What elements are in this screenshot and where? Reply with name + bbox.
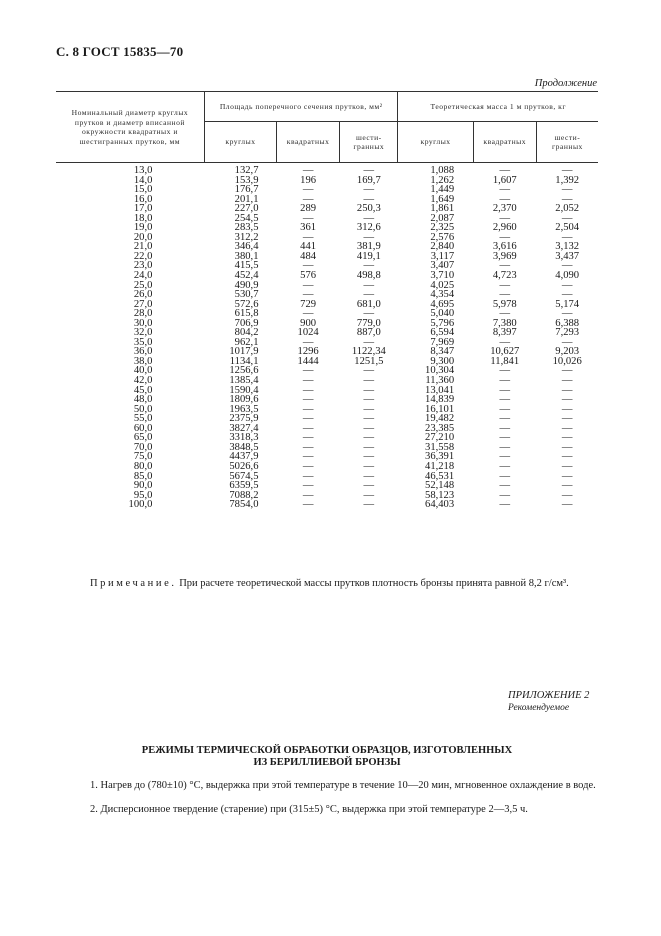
table-row — [56, 163, 598, 176]
header-area-square: квадратных — [277, 122, 340, 163]
cell-area-square: 196 — [300, 174, 317, 186]
cell-area-round: 1385,4 — [229, 375, 259, 387]
cell-area-square: — — [302, 422, 314, 434]
paragraph-2: 2. Дисперсионное твердение (старение) при (315±5) °С, выдержка при этой температуре 2—3,5 ч. — [90, 804, 528, 815]
cell-area-square: — — [302, 460, 314, 472]
cell-area-round: 346,4 — [234, 241, 259, 253]
cell-mass-hex: — — [561, 489, 573, 501]
cell-diameter: 20,0 — [133, 231, 153, 243]
cell-mass-round: 6,594 — [430, 327, 455, 339]
cell-diameter: 35,0 — [133, 336, 153, 348]
cell-diameter: 28,0 — [133, 308, 153, 320]
cell-area-round: 490,9 — [234, 279, 259, 291]
cell-area-round: 804,2 — [234, 327, 259, 339]
cell-area-square: — — [302, 441, 314, 453]
cell-area-round: 3848,5 — [229, 441, 259, 453]
cell-area-hex: — — [363, 212, 375, 224]
cell-mass-hex: 2,504 — [555, 222, 580, 234]
cell-mass-square: 3,616 — [492, 241, 517, 253]
cell-diameter: 22,0 — [133, 250, 153, 262]
cell-area-round: 1017,9 — [229, 346, 259, 358]
cell-mass-hex: 3,437 — [555, 250, 580, 262]
cell-area-hex: — — [363, 336, 375, 348]
cell-diameter: 16,0 — [133, 193, 153, 205]
cell-area-round: 615,8 — [234, 308, 259, 320]
cell-mass-hex: — — [561, 384, 573, 396]
cell-mass-round: 1,861 — [430, 203, 455, 215]
cell-mass-square: — — [499, 212, 511, 224]
cell-mass-square: — — [499, 489, 511, 501]
cell-area-square: — — [302, 212, 314, 224]
cell-mass-round: 3,117 — [430, 250, 455, 262]
header-mass-round: круглых — [398, 122, 473, 163]
cell-mass-round: 2,576 — [430, 231, 455, 243]
cell-area-hex: 887,0 — [356, 327, 381, 339]
cell-mass-hex: — — [561, 460, 573, 472]
cell-area-round: 530,7 — [234, 289, 259, 301]
cell-area-square: 441 — [300, 241, 317, 253]
cell-area-hex: — — [363, 441, 375, 453]
cell-area-square: — — [302, 231, 314, 243]
cell-area-hex: — — [363, 422, 375, 434]
cell-mass-hex: — — [561, 212, 573, 224]
section-title-line-1: РЕЖИМЫ ТЕРМИЧЕСКОЙ ОБРАБОТКИ ОБРАЗЦОВ, ИЗГОТОВЛЕННЫХ — [141, 745, 513, 756]
header-area-group: Площадь поперечного сечения прутков, мм² — [204, 92, 398, 122]
cell-area-hex: — — [363, 260, 375, 272]
cell-area-hex: 1122,34 — [351, 346, 386, 358]
cell-mass-round: 1,088 — [430, 165, 455, 176]
cell-area-round: 227,0 — [234, 203, 259, 215]
cell-area-hex: — — [363, 193, 375, 205]
cell-mass-hex: — — [561, 308, 573, 320]
cell-area-hex: — — [363, 451, 375, 463]
cell-mass-hex: — — [561, 336, 573, 348]
table-note — [90, 578, 569, 589]
cell-mass-hex: — — [561, 470, 573, 482]
cell-diameter: 42,0 — [133, 375, 153, 387]
cell-mass-hex: — — [561, 451, 573, 463]
cell-area-round: 5674,5 — [229, 470, 259, 482]
cell-area-square: — — [302, 451, 314, 463]
cell-mass-hex: — — [561, 480, 573, 492]
cell-mass-hex: — — [561, 403, 573, 415]
cell-area-round: 452,4 — [234, 270, 259, 282]
cell-area-round: 5026,6 — [229, 460, 259, 472]
cell-diameter: 14,0 — [133, 174, 153, 186]
cell-mass-square: — — [499, 193, 511, 205]
cell-diameter: 48,0 — [133, 394, 153, 406]
cell-diameter: 18,0 — [133, 212, 153, 224]
cell-mass-square: — — [499, 289, 511, 301]
appendix-subtitle: Рекомендуемое — [508, 703, 570, 713]
cell-mass-square: 3,969 — [492, 250, 517, 262]
cell-mass-round: 3,407 — [430, 260, 455, 272]
cell-area-round: 3318,3 — [229, 432, 259, 444]
cell-mass-round: 5,040 — [430, 308, 455, 320]
cell-area-hex: — — [363, 279, 375, 291]
cell-mass-round: 8,347 — [430, 346, 455, 358]
cell-mass-round: 58,123 — [425, 489, 455, 501]
cell-area-round: 7088,2 — [229, 489, 259, 501]
cell-mass-square: — — [499, 375, 511, 387]
cell-diameter: 17,0 — [133, 203, 153, 215]
cell-mass-hex: — — [561, 260, 573, 272]
cell-mass-round: 27,210 — [425, 432, 455, 444]
header-diameter: Номинальный диаметр круглых прутков и диаметр вписанной окружности квадратных и шестигранных прутков, мм — [56, 92, 204, 163]
cell-diameter: 85,0 — [133, 470, 153, 482]
cell-area-hex: 419,1 — [356, 250, 381, 262]
cell-mass-square: 2,960 — [492, 222, 517, 234]
cell-area-square: 484 — [300, 250, 317, 262]
cell-mass-square: — — [499, 308, 511, 320]
cell-mass-square: 2,370 — [492, 203, 517, 215]
cell-mass-hex: 1,392 — [555, 174, 580, 186]
cell-mass-hex: — — [561, 184, 573, 196]
cell-area-square: 1444 — [297, 355, 319, 367]
cell-area-square: — — [302, 375, 314, 387]
appendix-title: ПРИЛОЖЕНИЕ 2 — [508, 690, 590, 701]
cell-mass-round: 4,025 — [430, 279, 455, 291]
cell-diameter: 15,0 — [133, 184, 153, 196]
cell-area-square: — — [302, 365, 314, 377]
cell-mass-hex: — — [561, 422, 573, 434]
cell-area-round: 2375,9 — [229, 413, 259, 425]
cell-area-hex: 779,0 — [356, 317, 381, 329]
cell-area-hex: — — [363, 165, 375, 176]
cell-mass-hex: 10,026 — [552, 355, 582, 367]
cell-mass-square: — — [499, 451, 511, 463]
cell-area-hex: — — [363, 413, 375, 425]
cell-mass-square: — — [499, 413, 511, 425]
page-header: С. 8 ГОСТ 15835—70 — [56, 44, 184, 59]
cell-diameter: 65,0 — [133, 432, 153, 444]
cell-area-hex: — — [363, 432, 375, 444]
cell-area-hex: — — [363, 375, 375, 387]
cell-area-square: 289 — [300, 203, 317, 215]
cell-mass-round: 52,148 — [425, 480, 455, 492]
cell-area-hex: — — [363, 308, 375, 320]
cell-area-round: 153,9 — [234, 174, 259, 186]
cell-area-round: 415,5 — [234, 260, 259, 272]
cell-area-square: 576 — [300, 270, 317, 282]
cell-mass-round: 1,262 — [430, 174, 455, 186]
cell-area-round: 572,6 — [234, 298, 259, 310]
cell-mass-square: — — [499, 365, 511, 377]
cell-area-round: 1134,1 — [229, 355, 259, 367]
cell-mass-square: 5,978 — [492, 298, 517, 310]
cell-area-hex: 312,6 — [356, 222, 381, 234]
cell-area-round: 1963,5 — [229, 403, 259, 415]
cell-area-square: — — [302, 384, 314, 396]
cell-area-hex: — — [363, 403, 375, 415]
cell-diameter: 36,0 — [133, 346, 153, 358]
cell-area-round: 1256,6 — [229, 365, 259, 377]
cell-mass-square: — — [499, 165, 511, 176]
cell-area-hex: — — [363, 470, 375, 482]
cell-diameter: 95,0 — [133, 489, 153, 501]
cell-diameter: 32,0 — [133, 327, 153, 339]
cell-area-hex: — — [363, 480, 375, 492]
cell-mass-round: 2,325 — [430, 222, 455, 234]
cell-mass-hex: — — [561, 193, 573, 205]
cell-area-round: 283,5 — [234, 222, 259, 234]
cell-mass-round: 11,360 — [425, 375, 455, 387]
cell-mass-round: 3,710 — [430, 270, 455, 282]
cell-area-hex: 169,7 — [356, 174, 381, 186]
cell-mass-round: 31,558 — [425, 441, 455, 453]
dimensions-table — [56, 91, 598, 510]
cell-area-round: 706,9 — [234, 317, 259, 329]
appendix-heading — [508, 690, 589, 714]
cell-mass-hex: — — [561, 231, 573, 243]
cell-mass-round: 1,649 — [430, 193, 455, 205]
cell-mass-hex: 7,293 — [555, 327, 580, 339]
cell-mass-round: 46,531 — [425, 470, 455, 482]
cell-area-round: 4437,9 — [229, 451, 259, 463]
cell-diameter: 13,0 — [133, 165, 153, 176]
cell-area-square: — — [302, 165, 314, 176]
cell-area-hex: — — [363, 460, 375, 472]
cell-area-square: — — [302, 184, 314, 196]
cell-area-square: — — [302, 260, 314, 272]
cell-mass-square: — — [499, 499, 511, 511]
cell-diameter: 70,0 — [133, 441, 153, 453]
cell-diameter: 38,0 — [133, 355, 153, 367]
cell-diameter: 80,0 — [133, 460, 153, 472]
cell-mass-round: 7,969 — [430, 336, 455, 348]
cell-area-square: 1296 — [297, 346, 319, 358]
cell-mass-square: — — [499, 480, 511, 492]
cell-area-square: — — [302, 470, 314, 482]
cell-area-round: 7854,0 — [229, 499, 259, 511]
cell-mass-hex: — — [561, 499, 573, 511]
cell-area-round: 132,7 — [234, 165, 259, 176]
table-row — [56, 500, 598, 510]
cell-area-square: — — [302, 432, 314, 444]
cell-area-hex: — — [363, 231, 375, 243]
cell-mass-square: 11,841 — [490, 355, 520, 367]
cell-area-hex: 250,3 — [356, 203, 381, 215]
cell-area-square: — — [302, 193, 314, 205]
note-text: При расчете теоретической массы прутков плотность бронзы принята равной 8,2 г/см³. — [176, 578, 569, 589]
header-mass-hex: шести- гранных — [536, 122, 598, 163]
paragraph-1: 1. Нагрев до (780±10) °С, выдержка при этой температуре в течение 10—20 мин, мгновенное охлаждение в воде. — [90, 780, 596, 791]
cell-mass-round: 14,839 — [425, 394, 455, 406]
header-mass-square: квадратных — [473, 122, 536, 163]
header-area-hex: шести- гранных — [340, 122, 398, 163]
cell-diameter: 45,0 — [133, 384, 153, 396]
cell-mass-square: — — [499, 432, 511, 444]
cell-mass-round: 13,041 — [425, 384, 455, 396]
cell-mass-square: — — [499, 260, 511, 272]
cell-area-square: 361 — [300, 222, 317, 234]
cell-mass-hex: 2,052 — [555, 203, 580, 215]
cell-area-hex: — — [363, 384, 375, 396]
cell-mass-hex: 6,388 — [555, 317, 580, 329]
cell-mass-round: 2,087 — [430, 212, 455, 224]
cell-mass-round: 41,218 — [425, 460, 455, 472]
cell-mass-hex: — — [561, 289, 573, 301]
cell-diameter: 23,0 — [133, 260, 153, 272]
cell-area-round: 201,1 — [234, 193, 259, 205]
cell-mass-square: 4,723 — [492, 270, 517, 282]
cell-mass-hex: — — [561, 365, 573, 377]
cell-mass-round: 1,449 — [430, 184, 455, 196]
cell-area-hex: 1251,5 — [354, 355, 384, 367]
header-area-round: круглых — [204, 122, 276, 163]
header-mass-group: Теоретическая масса 1 м прутков, кг — [398, 92, 598, 122]
cell-mass-hex: — — [561, 432, 573, 444]
cell-diameter: 21,0 — [133, 241, 153, 253]
cell-area-square: — — [302, 489, 314, 501]
cell-area-square: — — [302, 403, 314, 415]
cell-area-round: 312,2 — [234, 231, 259, 243]
cell-mass-round: 2,840 — [430, 241, 455, 253]
cell-mass-square: — — [499, 231, 511, 243]
cell-mass-round: 36,391 — [425, 451, 455, 463]
cell-area-hex: — — [363, 489, 375, 501]
cell-mass-round: 5,796 — [430, 317, 455, 329]
cell-mass-hex: — — [561, 441, 573, 453]
cell-diameter: 25,0 — [133, 279, 153, 291]
cell-diameter: 50,0 — [133, 403, 153, 415]
cell-area-hex: — — [363, 394, 375, 406]
cell-area-hex: — — [363, 184, 375, 196]
cell-mass-round: 23,385 — [425, 422, 455, 434]
cell-mass-square: 10,627 — [490, 346, 520, 358]
cell-diameter: 19,0 — [133, 222, 153, 234]
cell-mass-square: 8,397 — [492, 327, 517, 339]
cell-area-square: — — [302, 279, 314, 291]
cell-mass-square: — — [499, 403, 511, 415]
cell-area-hex: 681,0 — [356, 298, 381, 310]
cell-mass-round: 4,354 — [430, 289, 455, 301]
cell-area-round: 1590,4 — [229, 384, 259, 396]
cell-diameter: 90,0 — [133, 480, 153, 492]
cell-diameter: 60,0 — [133, 422, 153, 434]
cell-mass-round: 19,482 — [425, 413, 455, 425]
cell-mass-square: — — [499, 394, 511, 406]
cell-mass-square: — — [499, 422, 511, 434]
continuation-label: Продолжение — [534, 78, 597, 89]
cell-area-round: 176,7 — [234, 184, 259, 196]
cell-area-hex: 498,8 — [356, 270, 381, 282]
cell-area-square: 729 — [300, 298, 317, 310]
cell-area-round: 254,5 — [234, 212, 259, 224]
cell-area-round: 962,1 — [234, 336, 259, 348]
cell-mass-hex: — — [561, 394, 573, 406]
cell-area-round: 1809,6 — [229, 394, 259, 406]
cell-mass-square: — — [499, 460, 511, 472]
cell-area-hex: — — [363, 289, 375, 301]
cell-mass-square: — — [499, 441, 511, 453]
cell-area-square: — — [302, 413, 314, 425]
cell-mass-square: 1,607 — [492, 174, 517, 186]
cell-mass-round: 16,101 — [425, 403, 455, 415]
cell-area-hex: — — [363, 365, 375, 377]
cell-mass-hex: 5,174 — [555, 298, 580, 310]
cell-diameter: 24,0 — [133, 270, 153, 282]
cell-mass-square: — — [499, 384, 511, 396]
cell-area-square: — — [302, 394, 314, 406]
section-title — [56, 745, 598, 769]
cell-mass-round: 64,403 — [425, 499, 455, 511]
cell-mass-hex: 4,090 — [555, 270, 580, 282]
cell-mass-hex: — — [561, 413, 573, 425]
cell-mass-hex: — — [561, 375, 573, 387]
section-title-line-2: ИЗ БЕРИЛЛИЕВОЙ БРОНЗЫ — [253, 757, 401, 768]
cell-mass-hex: 3,132 — [555, 241, 580, 253]
cell-mass-round: 4,695 — [430, 298, 455, 310]
cell-diameter: 40,0 — [133, 365, 153, 377]
table-body — [56, 163, 598, 510]
cell-mass-square: — — [499, 470, 511, 482]
cell-mass-square: — — [499, 279, 511, 291]
cell-diameter: 55,0 — [133, 413, 153, 425]
cell-mass-hex: — — [561, 165, 573, 176]
cell-area-round: 6359,5 — [229, 480, 259, 492]
cell-area-hex: — — [363, 499, 375, 511]
cell-diameter: 26,0 — [133, 289, 153, 301]
cell-area-square: — — [302, 499, 314, 511]
cell-area-square: 1024 — [297, 327, 319, 339]
cell-area-hex: 381,9 — [356, 241, 381, 253]
cell-area-square: — — [302, 308, 314, 320]
cell-diameter: 75,0 — [133, 451, 153, 463]
note-label: Примечание. — [90, 578, 177, 589]
cell-area-square: — — [302, 336, 314, 348]
cell-mass-hex: 9,203 — [555, 346, 580, 358]
cell-mass-square: 7,380 — [492, 317, 517, 329]
cell-mass-round: 10,304 — [425, 365, 455, 377]
cell-area-round: 3827,4 — [229, 422, 259, 434]
cell-area-square: — — [302, 480, 314, 492]
cell-mass-square: — — [499, 184, 511, 196]
cell-diameter: 30,0 — [133, 317, 153, 329]
cell-mass-hex: — — [561, 279, 573, 291]
cell-area-square: 900 — [300, 317, 317, 329]
cell-mass-round: 9,300 — [430, 355, 455, 367]
cell-area-round: 380,1 — [234, 250, 259, 262]
cell-diameter: 100,0 — [128, 499, 153, 511]
cell-mass-square: — — [499, 336, 511, 348]
cell-area-square: — — [302, 289, 314, 301]
cell-diameter: 27,0 — [133, 298, 153, 310]
